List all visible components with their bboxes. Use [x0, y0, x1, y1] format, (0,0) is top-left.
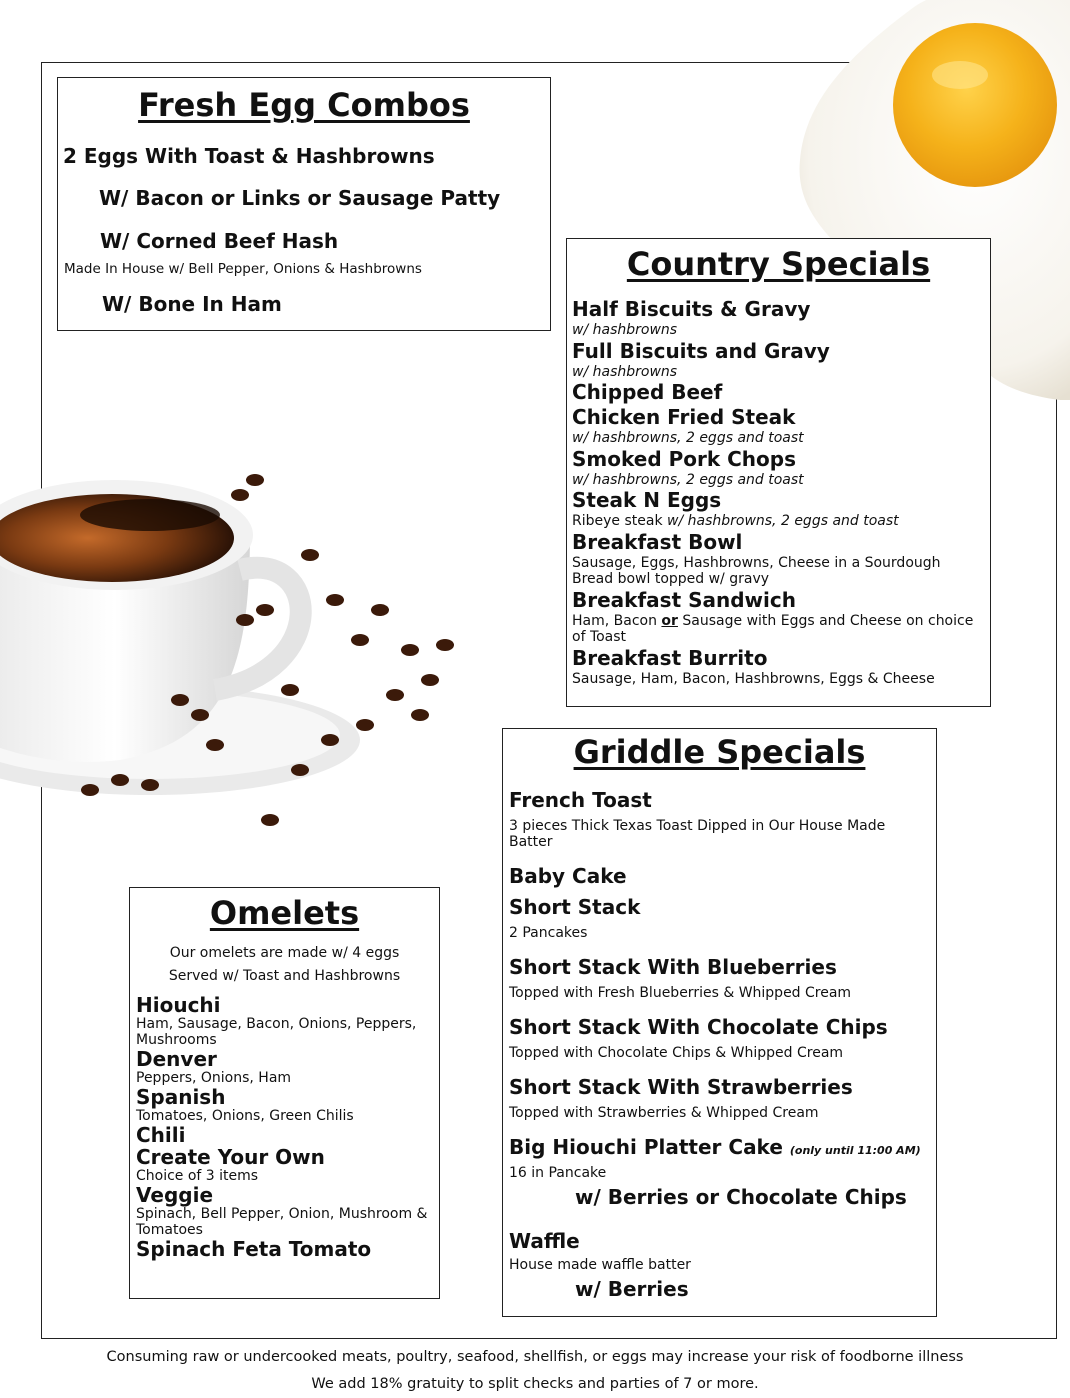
country-specials-section: [566, 238, 991, 707]
menu-item-desc: w/ hashbrowns: [572, 363, 678, 380]
menu-item-desc: Ham, Sausage, Bacon, Onions, Peppers, Mushrooms: [136, 1016, 417, 1048]
menu-item-desc: [572, 613, 985, 646]
menu-item-name: French Toast: [509, 788, 652, 812]
menu-item-desc: 3 pieces Thick Texas Toast Dipped in Our House Made Batter: [509, 818, 886, 850]
menu-item-desc: Topped with Chocolate Chips & Whipped Cream: [509, 1045, 844, 1061]
menu-item-name: Chicken Fried Steak: [572, 405, 796, 429]
omelets-intro-line: Served w/ Toast and Hashbrowns: [168, 968, 401, 984]
menu-item-desc: Sausage, Ham, Bacon, Hashbrowns, Eggs & Cheese: [572, 670, 935, 687]
menu-item-desc-prefix: Ribeye steak: [572, 513, 667, 529]
menu-item-desc: Peppers, Onions, Ham: [136, 1070, 292, 1086]
menu-item-desc: 16 in Pancake: [509, 1165, 607, 1181]
menu-item-name: Create Your Own: [136, 1145, 325, 1169]
menu-item-name: Chipped Beef: [572, 380, 723, 404]
menu-item-name: Denver: [136, 1047, 217, 1071]
menu-item-name: Waffle: [509, 1229, 580, 1253]
menu-item-desc: w/ hashbrowns, 2 eggs and toast: [572, 430, 804, 446]
omelets-intro-line: Our omelets are made w/ 4 eggs: [169, 945, 400, 961]
menu-item-desc: w/ hashbrowns, 2 eggs and toast: [572, 471, 804, 488]
menu-item-desc: Topped with Strawberries & Whipped Cream: [509, 1105, 819, 1121]
menu-item-name: Short Stack With Blueberries: [509, 955, 837, 979]
menu-item-name: Hiouchi: [136, 993, 221, 1017]
menu-item-desc: w/ hashbrowns: [572, 322, 678, 338]
menu-item-name: Short Stack: [509, 895, 641, 919]
country-specials-title: Country Specials: [626, 245, 931, 283]
menu-item-name: Full Biscuits and Gravy: [572, 338, 830, 363]
menu-item-name: Spanish: [136, 1085, 226, 1109]
menu-item-desc-or: or: [661, 612, 678, 629]
big-platter-name: Big Hiouchi Platter Cake: [509, 1135, 783, 1159]
menu-item-name: Breakfast Burrito: [572, 645, 768, 670]
combo-line: W/ Bacon or Links or Sausage Patty: [99, 186, 501, 210]
big-platter-note: (only until 11:00 AM): [789, 1144, 921, 1157]
griddle-specials-title: Griddle Specials: [573, 733, 866, 771]
menu-item-name: Short Stack With Strawberries: [509, 1075, 853, 1099]
menu-item-name: Smoked Pork Chops: [572, 446, 796, 471]
menu-item-name: Breakfast Bowl: [572, 529, 743, 554]
griddle-specials-section: [502, 728, 937, 1317]
menu-item-desc-b: Sausage with Eggs and Cheese on choice of Toast: [572, 612, 974, 645]
menu-item-desc: Sausage, Eggs, Hashbrowns, Cheese in a Sourdough Bread bowl topped w/ gravy: [572, 554, 941, 587]
menu-item-desc: [572, 513, 985, 530]
menu-item-name: Short Stack With Chocolate Chips: [509, 1015, 888, 1039]
menu-item-desc: Topped with Fresh Blueberries & Whipped Cream: [509, 985, 852, 1001]
menu-item-name: Spinach Feta Tomato: [136, 1237, 372, 1261]
menu-item-name: Baby Cake: [509, 864, 627, 888]
menu-item-addon: w/ Berries or Chocolate Chips: [575, 1185, 907, 1209]
menu-item-desc-a: Ham, Bacon: [572, 612, 662, 629]
combo-note: Made In House w/ Bell Pepper, Onions & Hashbrowns: [64, 261, 422, 277]
omelets-section: [129, 887, 440, 1299]
coffee-cup-image: [0, 440, 500, 860]
menu-item-name: Chili: [136, 1123, 186, 1147]
combo-line: W/ Bone In Ham: [102, 292, 282, 316]
fresh-egg-combos-title: Fresh Egg Combos: [138, 86, 470, 124]
menu-item-name: Veggie: [136, 1183, 214, 1207]
combo-line: 2 Eggs With Toast & Hashbrowns: [63, 144, 435, 168]
footer-health-warning: Consuming raw or undercooked meats, poultry, seafood, shellfish, or eggs may increase your risk of foodborne illness: [106, 1349, 964, 1365]
menu-item-desc: Spinach, Bell Pepper, Onion, Mushroom & Tomatoes: [136, 1206, 428, 1238]
footer-gratuity-note: We add 18% gratuity to split checks and parties of 7 or more.: [311, 1376, 759, 1392]
menu-item-name: Breakfast Sandwich: [572, 587, 796, 612]
menu-item-name: Half Biscuits & Gravy: [572, 297, 811, 321]
fresh-egg-combos-section: [57, 77, 551, 331]
menu-item-desc-rest: w/ hashbrowns, 2 eggs and toast: [667, 513, 899, 529]
menu-item-desc: Choice of 3 items: [136, 1168, 259, 1184]
menu-item-desc: House made waffle batter: [509, 1257, 691, 1273]
combo-line: W/ Corned Beef Hash: [100, 229, 339, 253]
menu-item-addon: w/ Berries: [575, 1277, 689, 1301]
omelets-title: Omelets: [209, 894, 360, 932]
menu-item-name: [509, 1135, 930, 1163]
menu-item-desc: 2 Pancakes: [509, 925, 588, 941]
menu-item-desc: Tomatoes, Onions, Green Chilis: [136, 1108, 354, 1124]
menu-item-name: Steak N Eggs: [572, 488, 722, 512]
